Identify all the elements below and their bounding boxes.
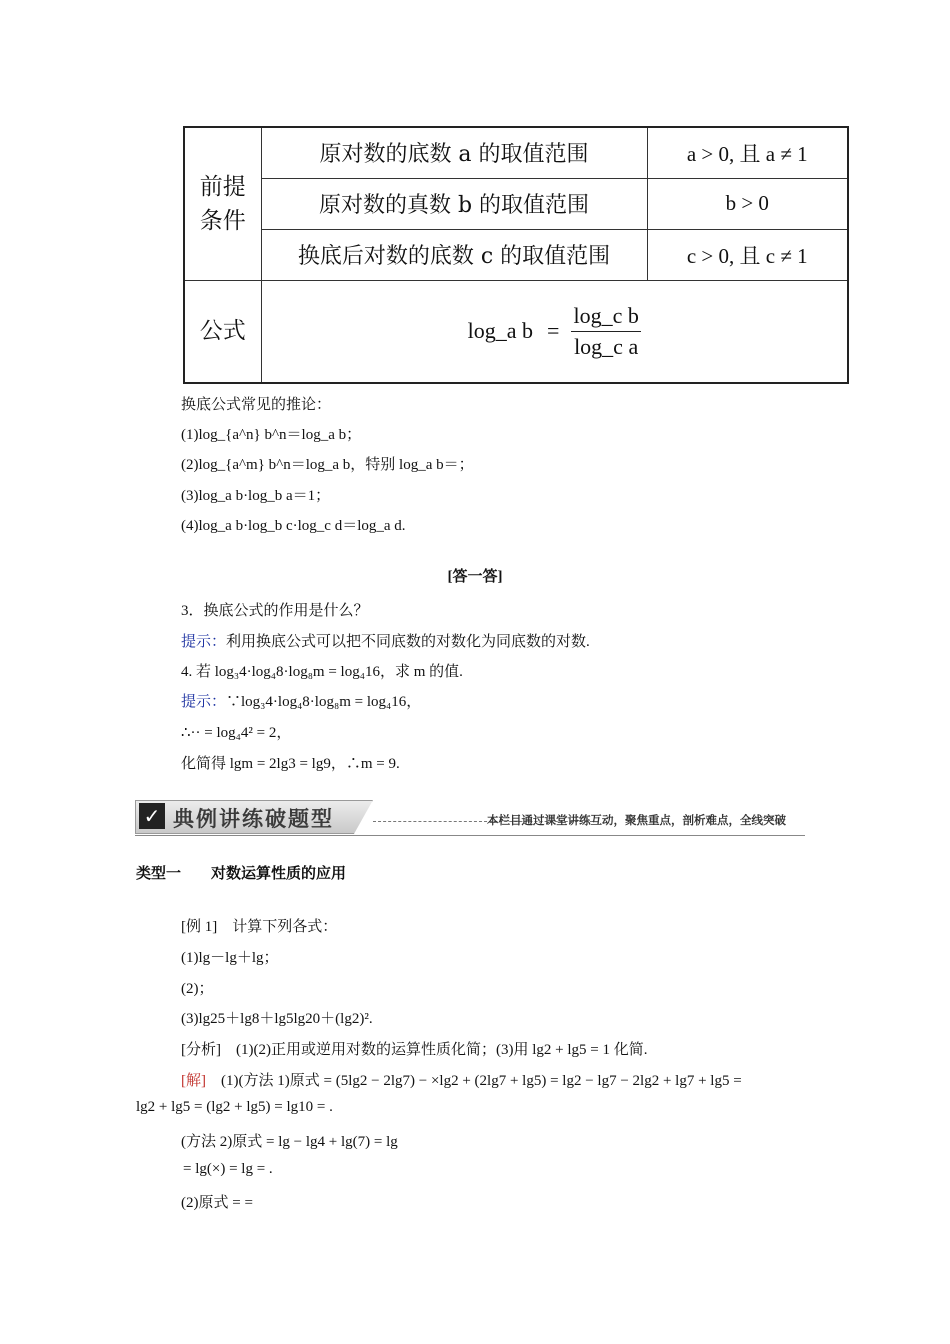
formula-equals: = <box>547 318 560 344</box>
answer-4-text1: ∵log₃4·log₄8·log₈m = log₄16， <box>226 694 422 710</box>
example-part-2: (2)； <box>181 981 214 997</box>
question-4: 4. 若 log₃4·log₄8·log₈m = log₄16，求 m 的值. <box>181 664 463 680</box>
formula-numerator: log_c b <box>571 303 640 332</box>
analysis-text: (1)(2)正用或逆用对数的运算性质化简；(3)用 lg2 + lg5 = 1 化简. <box>236 1042 648 1058</box>
premise-label-cell <box>184 127 261 280</box>
answer-4-line3: 化简得 lgm = 2lg3 = lg9，∴m = 9. <box>181 756 400 772</box>
hint-label: 提示： <box>181 634 227 650</box>
type-title: 对数运算性质的应用 <box>211 864 347 882</box>
corollaries-heading: 换底公式常见的推论： <box>181 397 332 413</box>
answer-4-line1 <box>181 690 421 711</box>
formula-label: 公式 <box>184 280 261 383</box>
section-banner <box>135 800 805 836</box>
change-of-base-formula <box>468 303 641 360</box>
formula-denominator: log_c a <box>574 333 639 359</box>
banner-rule <box>135 835 805 836</box>
corollary-3: (3)log_a b·log_b a＝1； <box>181 488 331 504</box>
corollary-1: (1)log_{a^n} b^n＝log_a b； <box>181 427 362 443</box>
solution-line5: (2)原式 = = <box>181 1195 253 1211</box>
row-value-base-a: a > 0, 且 a ≠ 1 <box>647 127 848 178</box>
banner-note: 本栏目通过课堂讲练互动，聚焦重点，剖析难点，全线突破 <box>487 813 786 827</box>
solution-line4: = lg(×) = lg = . <box>183 1161 273 1177</box>
analysis-label: [分析] <box>181 1042 221 1058</box>
answer-4-line2: ∴·· = log₄4² = 2， <box>181 725 292 741</box>
example-part-1: (1)lg－lg＋lg； <box>181 950 279 966</box>
answer-3-text: 利用换底公式可以把不同底数的对数化为同底数的对数. <box>226 634 590 650</box>
solution-line3: (方法 2)原式 = lg − lg4 + lg(7) = lg <box>181 1134 398 1150</box>
analysis <box>181 1038 648 1059</box>
row-desc-base-a: 原对数的底数 a 的取值范围 <box>261 127 647 178</box>
change-of-base-table <box>183 126 849 384</box>
qa-heading: [答一答] <box>447 569 503 585</box>
row-desc-base-c: 换底后对数的底数 c 的取值范围 <box>261 229 647 280</box>
premise-label-line1: 前提 <box>199 173 246 200</box>
example-title: [例 1] 计算下列各式： <box>181 919 338 935</box>
type-label: 类型一 <box>136 864 182 882</box>
row-desc-argument-b: 原对数的真数 b 的取值范围 <box>261 178 647 229</box>
question-3: 3．换底公式的作用是什么？ <box>181 603 369 619</box>
row-value-base-c: c > 0, 且 c ≠ 1 <box>647 229 848 280</box>
solution-label: [解] <box>181 1073 206 1089</box>
solution-text1: (1)(方法 1)原式 = (5lg2 − 2lg7) − ×lg2 + (2lg7 + lg5) = lg2 − lg7 − 2lg2 + lg7 + lg5 = <box>221 1073 742 1089</box>
corollary-2: (2)log_{a^m} b^n＝log_a b，特别 log_a b＝； <box>181 457 474 473</box>
solution-line1 <box>181 1069 742 1090</box>
section-title <box>136 862 346 883</box>
checkmark-icon: ✓ <box>139 803 165 829</box>
example-part-3: (3)lg25＋lg8＋lg5lg20＋(lg2)². <box>181 1011 373 1027</box>
hint-label: 提示： <box>181 694 227 710</box>
banner-title: 典例讲练破题型 <box>173 807 334 831</box>
formula-fraction <box>571 303 640 360</box>
formula-cell <box>261 280 848 383</box>
solution-line2: lg2 + lg5 = (lg2 + lg5) = lg10 = . <box>136 1099 333 1115</box>
row-value-argument-b: b > 0 <box>647 178 848 229</box>
answer-3 <box>181 630 590 651</box>
premise-label-line2: 条件 <box>199 207 246 234</box>
formula-lhs: log_a b <box>467 318 534 344</box>
corollary-4: (4)log_a b·log_b c·log_c d＝log_a d. <box>181 518 406 534</box>
